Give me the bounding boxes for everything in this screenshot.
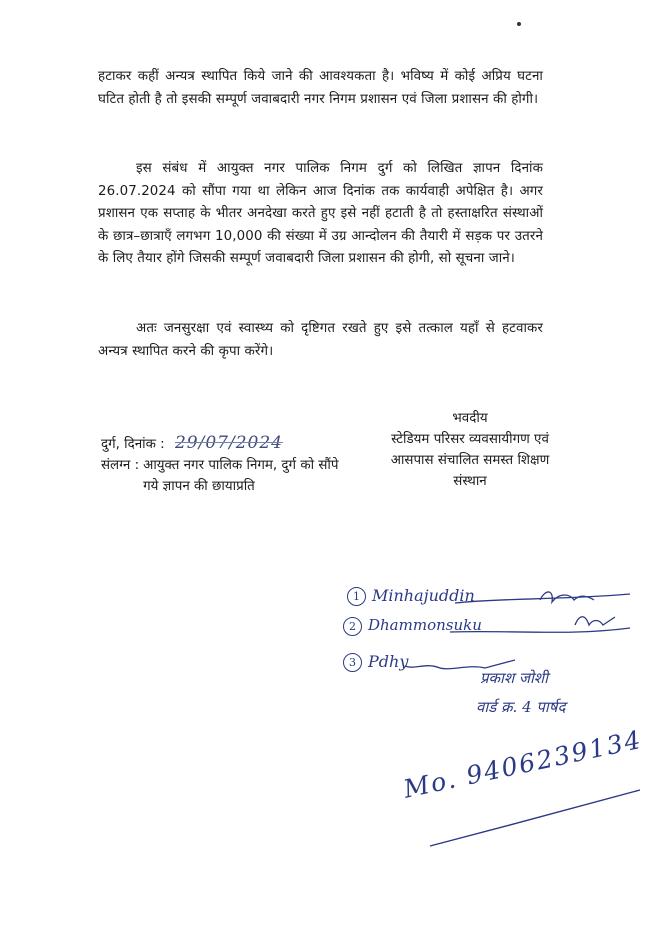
handwritten-date: 29/07/2024 [174, 433, 283, 453]
signature-number-2: 2 [343, 617, 362, 636]
signature-3 [343, 652, 408, 672]
date-label: दुर्ग, दिनांक : [101, 437, 165, 452]
signature-1-scribble [540, 592, 594, 602]
signatory-line-3: संस्थान [453, 474, 487, 489]
signature-1-underline [455, 594, 630, 603]
signature-number-3: 3 [343, 653, 362, 672]
regards-text: भवदीय [452, 411, 488, 426]
enclosure-row [101, 455, 356, 497]
date-enclosure-block [101, 433, 356, 497]
mobile-underline [430, 790, 640, 846]
body-paragraph-1: हटाकर कहीं अन्यत्र स्थापित किये जाने की आवश्यकता है। भविष्य में कोई अप्रिय घटना घटित होती है तो इसकी सम्पूर्ण जवाबदारी नगर निगम प्रशासन एवं जिला प्रशासन की होगी। [98, 69, 543, 107]
corner-dot [517, 22, 521, 26]
signature-number-1: 1 [347, 587, 366, 606]
signature-2-name: Dhammonsuku [368, 616, 482, 634]
handwritten-mobile-number: Mo. 9406239134 [400, 724, 645, 804]
signature-1 [347, 586, 475, 606]
signature-2 [343, 616, 482, 636]
enclosure-label: संलग्न : [101, 458, 140, 473]
signature-2-scribble [575, 617, 615, 625]
signatory-line-1: स्टेडियम परिसर व्यवसायीगण एवं [391, 432, 549, 447]
signature-3-name: Pdhy [368, 652, 409, 671]
signature-3-hindi-name: प्रकाश जोशी [480, 669, 549, 687]
body-paragraph-2: इस संबंध में आयुक्त नगर पालिक निगम दुर्ग को लिखित ज्ञापन दिनांक 26.07.2024 को सौंपा गया था लेकिन आज दिनांक तक कार्यवाही अपेक्षित है। अगर प्रशासन एक सप्ताह के भीतर अनदेखा करते हुए इसे नहीं हटाती है तो हस्ताक्षरित संस्थाओं के छात्र–छात्राएँ लगभग 10,000 की संख्या में उग्र आन्दोलन की तैयारी में सड़क पर उतरने के लिए तैयार होंगे जिसकी सम्पूर्ण जवाबदारी जिला प्रशासन की होगी, सो सूचना जाने। [98, 161, 543, 266]
date-row [101, 433, 356, 455]
signature-1-name: Minhajuddin [372, 586, 475, 605]
signatory-line-2: आसपास संचालित समस्त शिक्षण [390, 453, 550, 468]
enclosure-text: आयुक्त नगर पालिक निगम, दुर्ग को सौंपे गये ज्ञापन की छायाप्रति [143, 458, 339, 494]
signatory-block [340, 408, 600, 492]
signature-3-ward: वार्ड क्र. 4 पार्षद [476, 698, 566, 716]
body-paragraph-3: अतः जनसुरक्षा एवं स्वास्थ्य को दृष्टिगत रखते हुए इसे तत्काल यहाँ से हटवाकर अन्यत्र स्थापित करने की कृपा करेंगे। [98, 321, 543, 359]
